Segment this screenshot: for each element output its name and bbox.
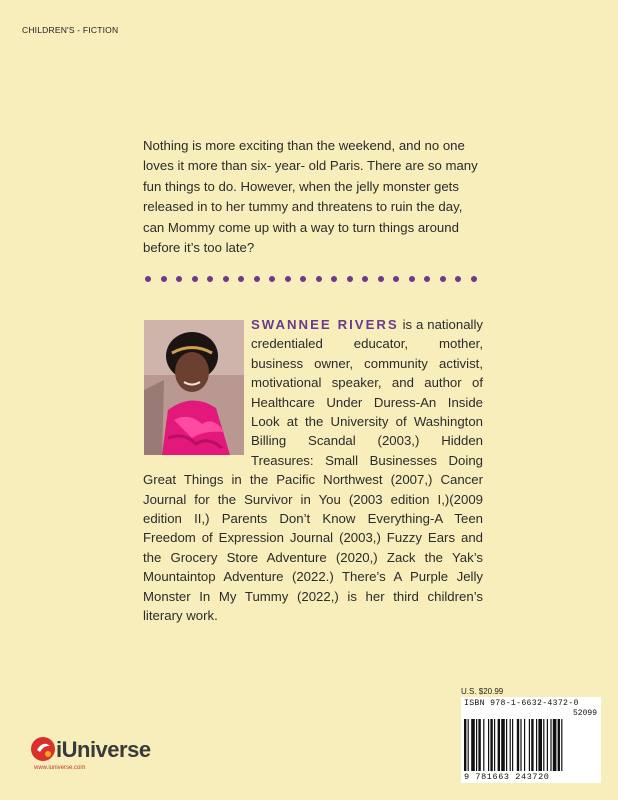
barcode-bar bbox=[478, 719, 480, 771]
divider-dot bbox=[347, 276, 353, 282]
divider-dot bbox=[269, 276, 275, 282]
divider-dot bbox=[409, 276, 415, 282]
barcode-bar bbox=[538, 719, 542, 771]
divider-dot bbox=[192, 276, 198, 282]
divider-dot bbox=[300, 276, 306, 282]
barcode-bar bbox=[558, 719, 560, 771]
divider-dot bbox=[378, 276, 384, 282]
book-blurb: Nothing is more exciting than the weekend, and no one loves it more than six- year- old Paris. There are so many fun things to do. However, when the jelly monster gets released in to her tummy and threatens to ruin the day, can Mommy come up with a way to turn things around before it’s too late? bbox=[143, 138, 478, 256]
divider-dot bbox=[362, 276, 368, 282]
divider-dot bbox=[471, 276, 477, 282]
barcode-bar bbox=[561, 719, 562, 771]
divider-dot bbox=[145, 276, 151, 282]
barcode-bar bbox=[529, 719, 530, 771]
divider-dot bbox=[455, 276, 461, 282]
divider-dot bbox=[393, 276, 399, 282]
author-bio bbox=[143, 315, 483, 626]
barcode-bars bbox=[464, 719, 598, 771]
barcode-bar bbox=[490, 719, 492, 771]
divider-dot bbox=[331, 276, 337, 282]
barcode-bar bbox=[483, 719, 484, 771]
barcode-bar bbox=[547, 719, 548, 771]
barcode-bar bbox=[536, 719, 537, 771]
price-code: 52099 bbox=[572, 709, 597, 718]
barcode-bar bbox=[517, 719, 519, 771]
iuniverse-logo-icon bbox=[30, 736, 56, 762]
barcode-bar bbox=[553, 719, 557, 771]
barcode-bar bbox=[550, 719, 551, 771]
divider-dot bbox=[316, 276, 322, 282]
barcode-bar bbox=[506, 719, 507, 771]
barcode-bar bbox=[464, 719, 466, 771]
barcode-bar bbox=[520, 719, 521, 771]
publisher-logo bbox=[30, 736, 151, 767]
barcode-bar bbox=[471, 719, 475, 771]
barcode-bar bbox=[501, 719, 505, 771]
publisher-name: iUniverse bbox=[56, 737, 151, 762]
category-label: CHILDREN'S - FICTION bbox=[22, 25, 119, 35]
divider-dot bbox=[207, 276, 213, 282]
divider-dot bbox=[285, 276, 291, 282]
barcode-bar bbox=[531, 719, 533, 771]
author-name: SWANNEE RIVERS bbox=[251, 317, 399, 332]
divider-dot bbox=[440, 276, 446, 282]
barcode-bar bbox=[524, 719, 525, 771]
publisher-url: www.iuniverse.com bbox=[34, 765, 86, 771]
barcode-bar bbox=[512, 719, 513, 771]
barcode-bar bbox=[510, 719, 511, 771]
barcode-bar bbox=[543, 719, 544, 771]
divider-dot bbox=[176, 276, 182, 282]
divider-dot bbox=[238, 276, 244, 282]
barcode-bar bbox=[468, 719, 469, 771]
divider-dot bbox=[254, 276, 260, 282]
barcode-bar bbox=[494, 719, 495, 771]
price-label: U.S. $20.99 bbox=[461, 687, 504, 696]
author-bio-text: is a nationally credentialed educator, mother, business owner, community activist, motivational speaker, and author of Healthcare Under Duress-An Inside Look at the University of Washington Billing Scandal (2003,) Hidden Treasures: Small Businesses Doing Great Things in the Pacific Northwest (2007,) Cancer Journal for the Survivor in You (2003 edition I,)(2009 edition II,) Parents Don’t Know Everything-A Teen Freedom of Expression Journal (2003,) Fuzzy Ears and the Grocery Store Adventure (2020,) Zack the Yak’s Mountaintop Adventure (2022.) There’s A Purple Jelly Monster In My Tummy (2022,) is her third children’s literary work. bbox=[143, 317, 483, 624]
isbn-number: ISBN 978-1-6632-4372-0 bbox=[464, 699, 579, 708]
barcode-bar bbox=[488, 719, 489, 771]
barcode-bar bbox=[498, 719, 500, 771]
dot-divider bbox=[145, 276, 477, 286]
isbn-barcode bbox=[461, 697, 601, 783]
barcode-number: 9 781663 243720 bbox=[464, 772, 550, 782]
divider-dot bbox=[424, 276, 430, 282]
barcode-bar bbox=[476, 719, 477, 771]
divider-dot bbox=[223, 276, 229, 282]
divider-dot bbox=[161, 276, 167, 282]
